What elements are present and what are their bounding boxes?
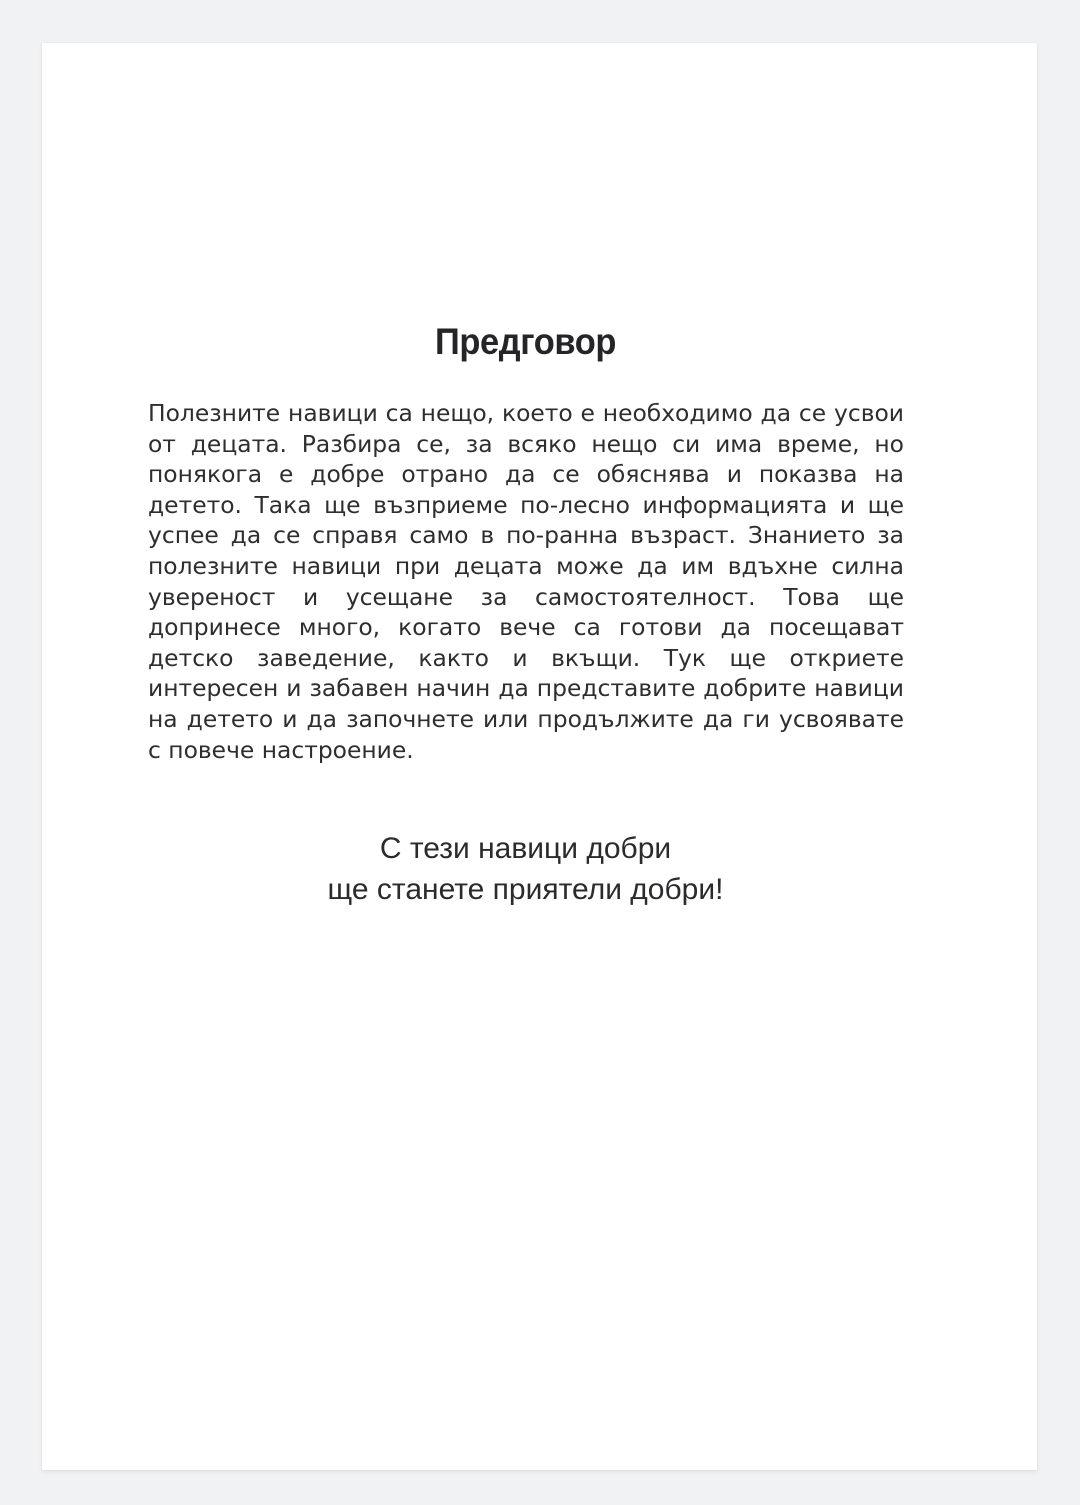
document-page — [42, 43, 1037, 1470]
intro-paragraph: Полезните навици са нещо, което е необходимо да се усвои от децата. Разбира се, за всяко нещо си има време, но понякога е добре отрано да се обяснява и показва на детето. Така ще възприеме по-лесно информацията и ще успее да се справя само в по-ранна възраст. Знанието за полезните навици при децата може да им вдъхне силна увереност и усещане за самостоятелност. Това ще допринесе много, когато вече са готови да посещават детско заведение, както и вкъщи. Тук ще откриете интересен и забавен начин да представите добрите навици на детето и да започнете или продължите да ги усвоявате с повече настроение. — [148, 399, 904, 764]
body-text-block — [148, 398, 904, 765]
couplet-line-1: С тези навици добри — [379, 832, 672, 865]
closing-couplet — [42, 828, 1009, 910]
page-content-area — [42, 43, 1037, 1470]
couplet-line-2: ще станете приятели добри! — [327, 873, 724, 906]
page-title: Предговор — [434, 320, 617, 362]
